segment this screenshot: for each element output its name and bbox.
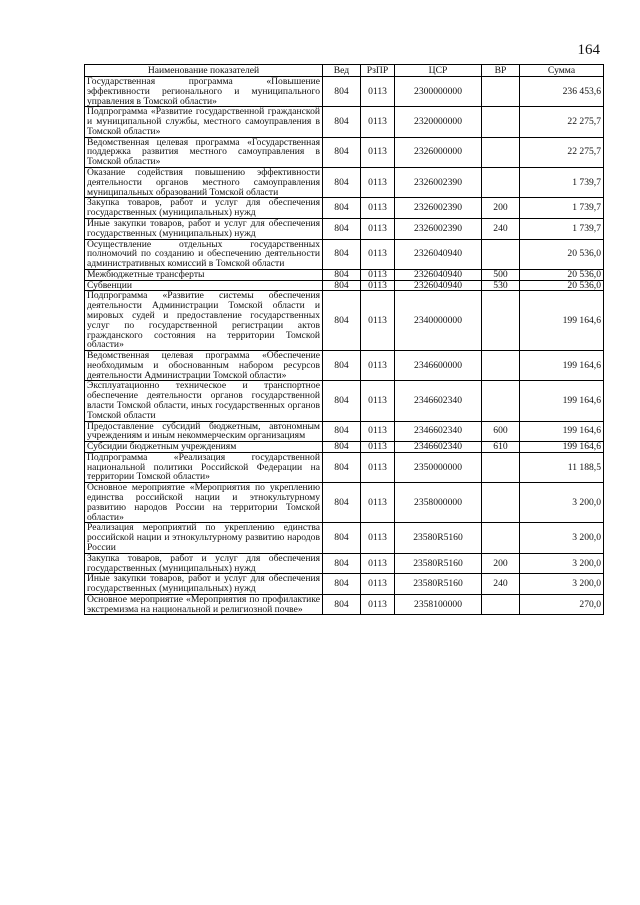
cell-name: Ведомственная целевая программа «Государственная поддержка развития местного самоуправления в Томской области»	[85, 137, 323, 167]
cell-csr: 2326040940	[395, 280, 482, 291]
header-ved: Вед	[323, 65, 361, 77]
cell-name: Закупка товаров, работ и услуг для обеспечения государственных (муниципальных) нужд	[85, 553, 323, 574]
cell-sum: 1 739,7	[520, 218, 604, 239]
header-rzpr: РзПР	[361, 65, 395, 77]
cell-sum: 3 200,0	[520, 523, 604, 553]
table-row	[85, 77, 604, 107]
cell-csr: 2326000000	[395, 137, 482, 167]
cell-ved: 804	[323, 594, 361, 615]
cell-rzpr: 0113	[361, 269, 395, 280]
cell-rzpr: 0113	[361, 77, 395, 107]
cell-rzpr: 0113	[361, 381, 395, 421]
table-row	[85, 442, 604, 453]
header-name: Наименование показателей	[85, 65, 323, 77]
cell-name: Подпрограмма «Развитие государственной гражданской и муниципальной службы, местного самоуправления в Томской области»	[85, 107, 323, 137]
cell-csr: 2326002390	[395, 168, 482, 198]
cell-sum: 199 164,6	[520, 442, 604, 453]
cell-rzpr: 0113	[361, 574, 395, 595]
cell-name: Осуществление отдельных государственных полномочий по созданию и обеспечению деятельности административных комиссий в Томской области	[85, 239, 323, 269]
cell-name: Реализация мероприятий по укреплению единства российской нации и этнокультурному развитию народов России	[85, 523, 323, 553]
cell-csr: 2326040940	[395, 239, 482, 269]
cell-rzpr: 0113	[361, 137, 395, 167]
cell-vr: 240	[482, 574, 520, 595]
cell-name: Эксплуатационно техническое и транспортное обеспечение деятельности органов государственной власти Томской области, иных государственных органов Томской области	[85, 381, 323, 421]
cell-vr	[482, 137, 520, 167]
cell-rzpr: 0113	[361, 452, 395, 482]
cell-csr: 2358000000	[395, 483, 482, 523]
cell-vr	[482, 452, 520, 482]
table-row	[85, 168, 604, 198]
table-row	[85, 291, 604, 351]
cell-rzpr: 0113	[361, 280, 395, 291]
cell-sum: 22 275,7	[520, 107, 604, 137]
table-row	[85, 218, 604, 239]
cell-csr: 2326040940	[395, 269, 482, 280]
cell-ved: 804	[323, 351, 361, 381]
cell-rzpr: 0113	[361, 442, 395, 453]
cell-name: Основное мероприятие «Мероприятия по профилактике экстремизма на национальной и религиозной почве»	[85, 594, 323, 615]
cell-ved: 804	[323, 107, 361, 137]
cell-ved: 804	[323, 137, 361, 167]
cell-name: Закупка товаров, работ и услуг для обеспечения государственных (муниципальных) нужд	[85, 198, 323, 219]
header-csr: ЦСР	[395, 65, 482, 77]
cell-ved: 804	[323, 280, 361, 291]
cell-vr: 200	[482, 553, 520, 574]
cell-sum: 3 200,0	[520, 483, 604, 523]
cell-csr: 2320000000	[395, 107, 482, 137]
cell-ved: 804	[323, 198, 361, 219]
cell-ved: 804	[323, 218, 361, 239]
cell-name: Предоставление субсидий бюджетным, автономным учреждениям и иным некоммерческим организациям	[85, 421, 323, 442]
header-sum: Сумма	[520, 65, 604, 77]
cell-vr: 240	[482, 218, 520, 239]
header-vr: ВР	[482, 65, 520, 77]
cell-sum: 22 275,7	[520, 137, 604, 167]
table-header-row	[85, 65, 604, 77]
cell-rzpr: 0113	[361, 553, 395, 574]
cell-sum: 1 739,7	[520, 168, 604, 198]
cell-vr	[482, 483, 520, 523]
cell-ved: 804	[323, 553, 361, 574]
table-body	[85, 77, 604, 615]
cell-rzpr: 0113	[361, 421, 395, 442]
table-row	[85, 351, 604, 381]
cell-vr	[482, 594, 520, 615]
table-row	[85, 483, 604, 523]
cell-name: Субсидии бюджетным учреждениям	[85, 442, 323, 453]
cell-csr: 2340000000	[395, 291, 482, 351]
cell-sum: 199 164,6	[520, 291, 604, 351]
cell-rzpr: 0113	[361, 107, 395, 137]
cell-vr: 530	[482, 280, 520, 291]
cell-vr: 200	[482, 198, 520, 219]
cell-rzpr: 0113	[361, 239, 395, 269]
table-row	[85, 381, 604, 421]
cell-name: Ведомственная целевая программа «Обеспечение необходимым и обоснованным набором ресурсов деятельности Администрации Томской области»	[85, 351, 323, 381]
cell-csr: 2346602340	[395, 381, 482, 421]
cell-csr: 2346602340	[395, 421, 482, 442]
cell-rzpr: 0113	[361, 218, 395, 239]
cell-sum: 3 200,0	[520, 574, 604, 595]
cell-csr: 23580R5160	[395, 523, 482, 553]
table-row	[85, 553, 604, 574]
cell-vr: 610	[482, 442, 520, 453]
cell-sum: 1 739,7	[520, 198, 604, 219]
cell-ved: 804	[323, 239, 361, 269]
table-row	[85, 574, 604, 595]
cell-csr: 23580R5160	[395, 574, 482, 595]
table-row	[85, 523, 604, 553]
cell-vr	[482, 381, 520, 421]
cell-rzpr: 0113	[361, 594, 395, 615]
cell-ved: 804	[323, 168, 361, 198]
cell-name: Субвенции	[85, 280, 323, 291]
cell-rzpr: 0113	[361, 523, 395, 553]
budget-table	[84, 64, 604, 615]
cell-vr	[482, 77, 520, 107]
cell-sum: 20 536,0	[520, 280, 604, 291]
cell-sum: 20 536,0	[520, 239, 604, 269]
cell-name: Подпрограмма «Реализация государственной национальной политики Российской Федерации на территории Томской области»	[85, 452, 323, 482]
table-row	[85, 198, 604, 219]
cell-ved: 804	[323, 291, 361, 351]
cell-ved: 804	[323, 421, 361, 442]
cell-name: Межбюджетные трансферты	[85, 269, 323, 280]
table-row	[85, 239, 604, 269]
cell-csr: 2300000000	[395, 77, 482, 107]
cell-sum: 3 200,0	[520, 553, 604, 574]
table-row	[85, 594, 604, 615]
table-row	[85, 452, 604, 482]
cell-csr: 2346600000	[395, 351, 482, 381]
cell-rzpr: 0113	[361, 168, 395, 198]
cell-csr: 2346602340	[395, 442, 482, 453]
cell-csr: 2358100000	[395, 594, 482, 615]
cell-csr: 2326002390	[395, 218, 482, 239]
cell-sum: 199 164,6	[520, 381, 604, 421]
table-row	[85, 107, 604, 137]
cell-name: Государственная программа «Повышение эффективности регионального и муниципального управления в Томской области»	[85, 77, 323, 107]
page-number: 164	[577, 42, 600, 58]
cell-ved: 804	[323, 574, 361, 595]
cell-ved: 804	[323, 442, 361, 453]
cell-vr	[482, 523, 520, 553]
cell-vr	[482, 168, 520, 198]
cell-sum: 199 164,6	[520, 421, 604, 442]
table-row	[85, 269, 604, 280]
cell-ved: 804	[323, 523, 361, 553]
cell-name: Иные закупки товаров, работ и услуг для обеспечения государственных (муниципальных) нужд	[85, 218, 323, 239]
cell-csr: 2350000000	[395, 452, 482, 482]
cell-ved: 804	[323, 452, 361, 482]
cell-rzpr: 0113	[361, 483, 395, 523]
cell-sum: 11 188,5	[520, 452, 604, 482]
cell-vr	[482, 351, 520, 381]
cell-sum: 236 453,6	[520, 77, 604, 107]
cell-csr: 2326002390	[395, 198, 482, 219]
cell-vr	[482, 239, 520, 269]
cell-ved: 804	[323, 381, 361, 421]
cell-vr	[482, 107, 520, 137]
cell-name: Иные закупки товаров, работ и услуг для обеспечения государственных (муниципальных) нужд	[85, 574, 323, 595]
cell-csr: 23580R5160	[395, 553, 482, 574]
cell-sum: 199 164,6	[520, 351, 604, 381]
cell-rzpr: 0113	[361, 351, 395, 381]
cell-ved: 804	[323, 77, 361, 107]
cell-rzpr: 0113	[361, 198, 395, 219]
cell-ved: 804	[323, 269, 361, 280]
cell-rzpr: 0113	[361, 291, 395, 351]
table-row	[85, 137, 604, 167]
cell-name: Подпрограмма «Развитие системы обеспечения деятельности Администрации Томской области и мировых судей и предоставление государственных услуг по государственной регистрации актов гражданского состояния на территории Томской области»	[85, 291, 323, 351]
table-row	[85, 280, 604, 291]
cell-name: Оказание содействия повышению эффективности деятельности органов местного самоуправления муниципальных образований Томской области	[85, 168, 323, 198]
cell-vr	[482, 291, 520, 351]
cell-vr: 500	[482, 269, 520, 280]
cell-vr: 600	[482, 421, 520, 442]
cell-ved: 804	[323, 483, 361, 523]
cell-sum: 20 536,0	[520, 269, 604, 280]
cell-sum: 270,0	[520, 594, 604, 615]
cell-name: Основное мероприятие «Мероприятия по укреплению единства российской нации и этнокультурному развитию народов России на территории Томской области»	[85, 483, 323, 523]
table-row	[85, 421, 604, 442]
